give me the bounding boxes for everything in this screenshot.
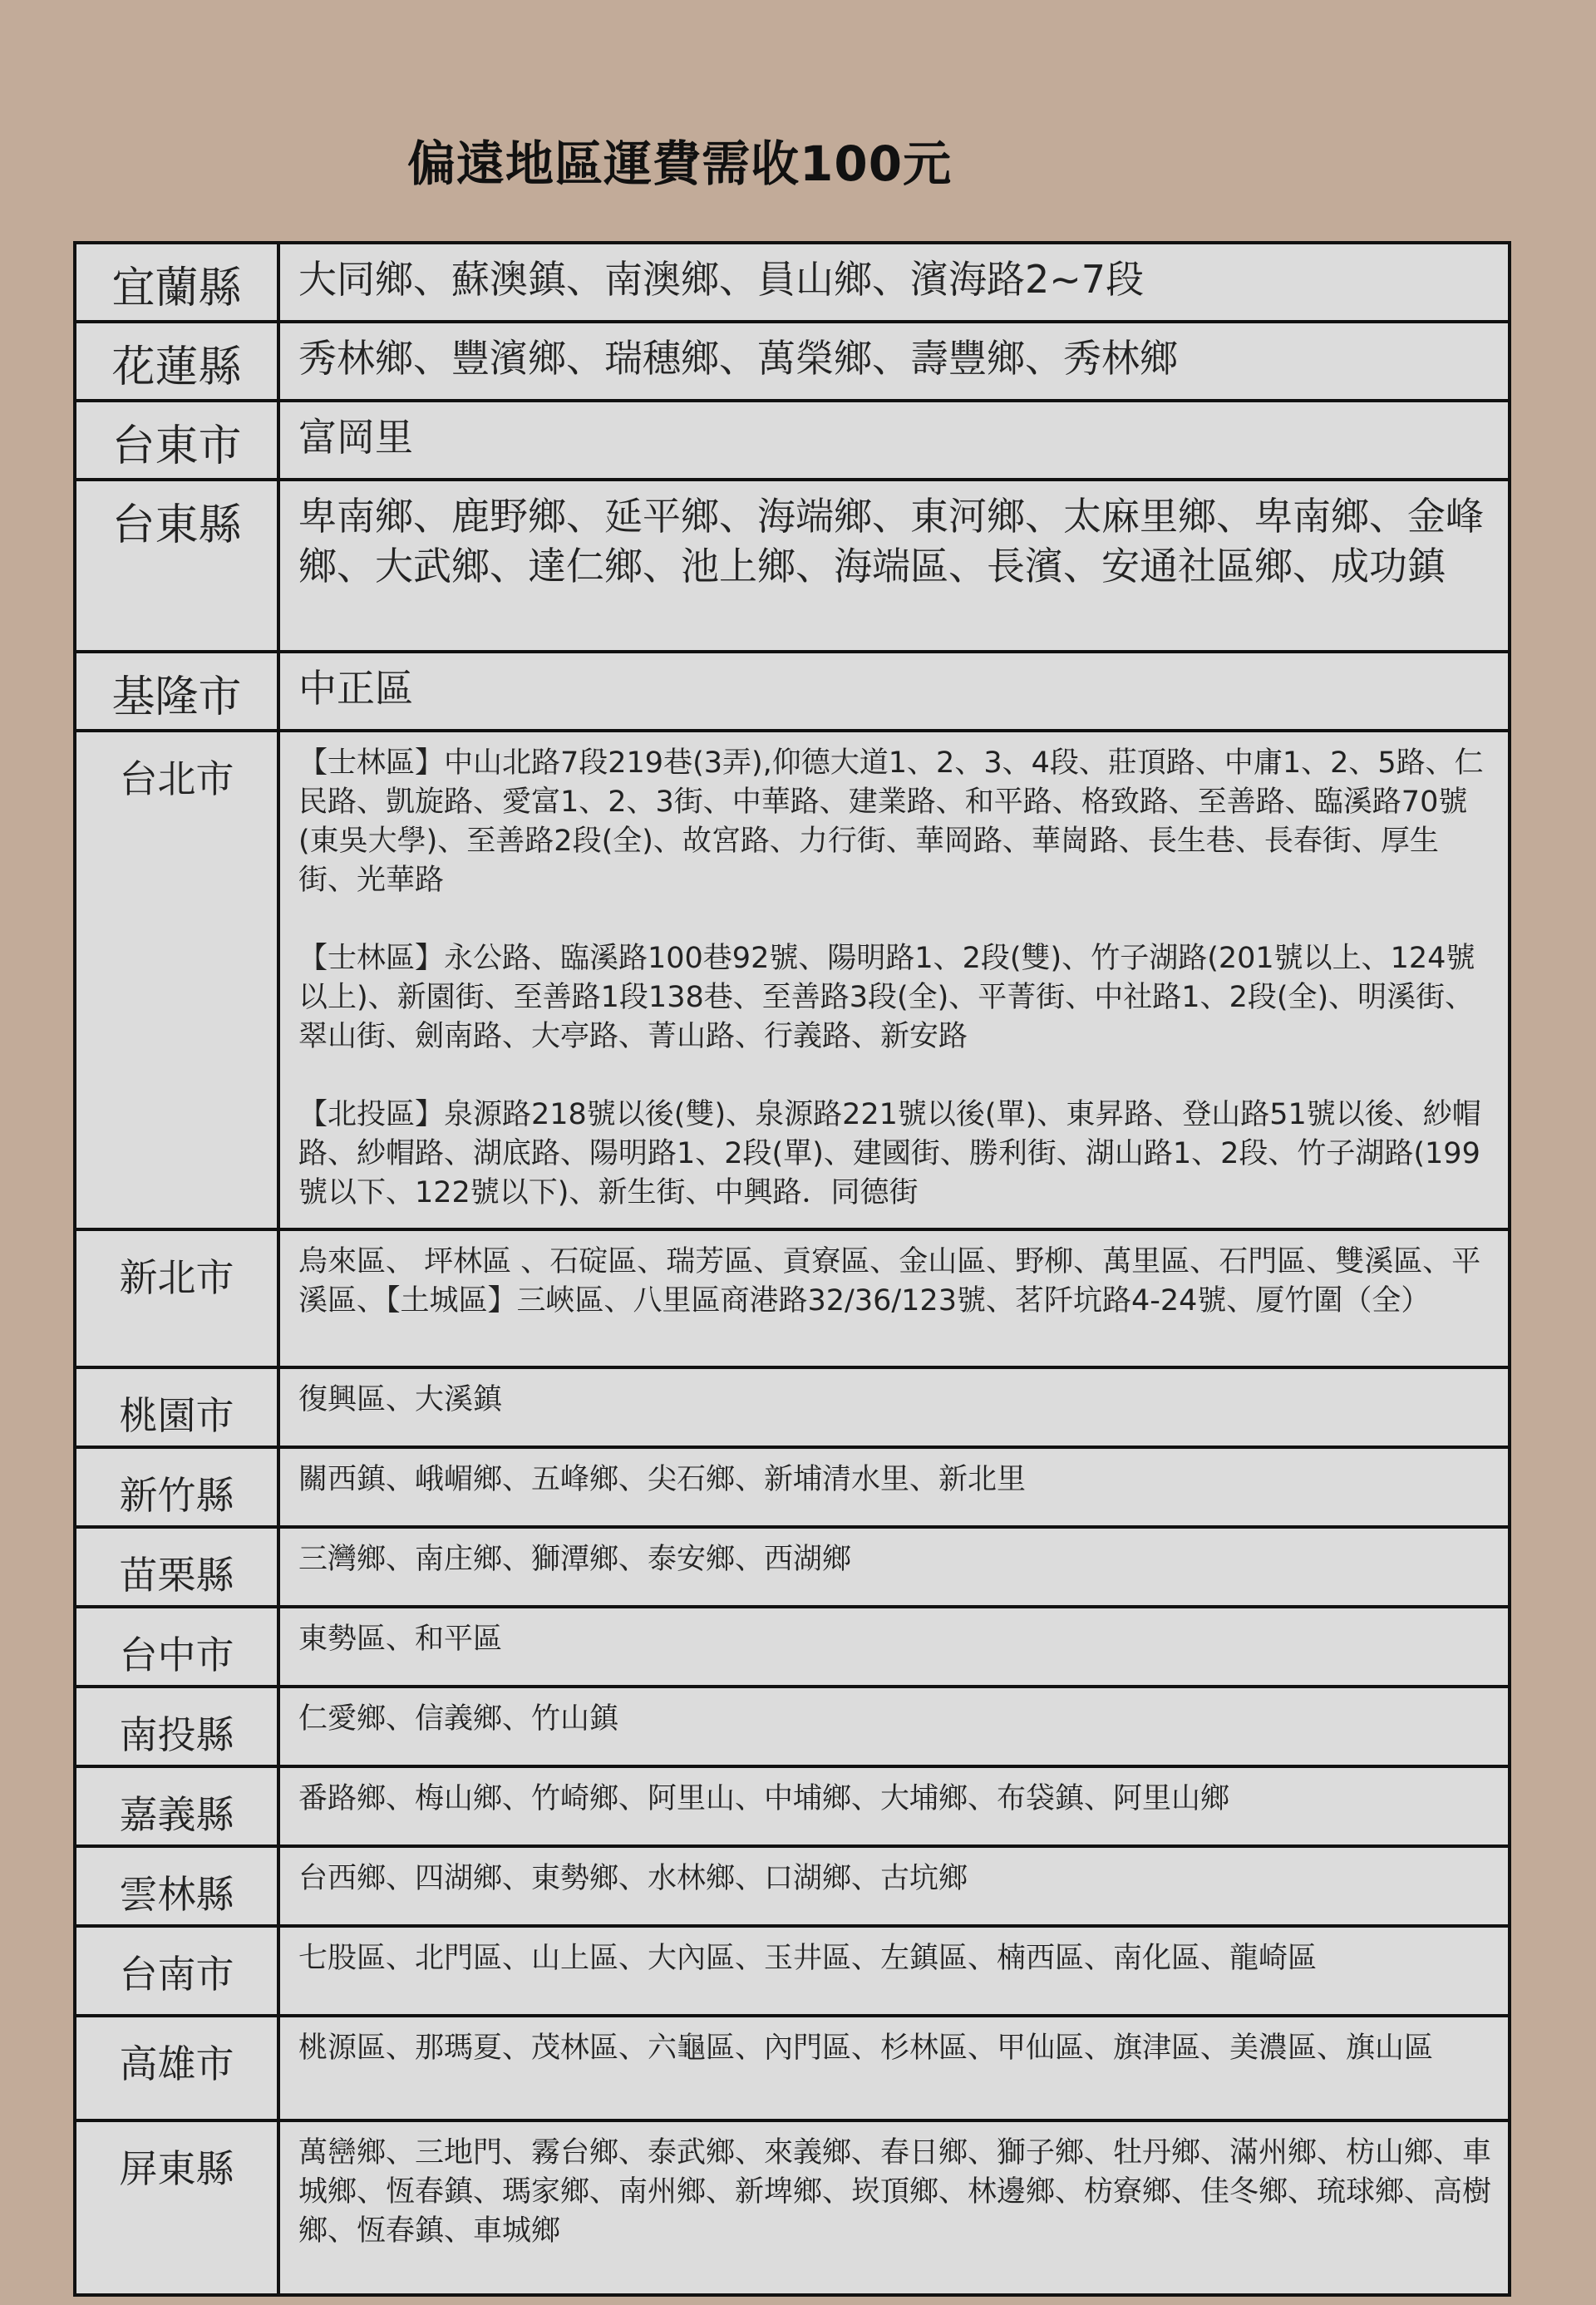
areas-cell [278, 2016, 1510, 2120]
region-cell: 南投縣 [75, 1687, 278, 1766]
areas-text: 仁愛鄉、信義鄉、竹山鎮 [298, 1702, 619, 1736]
region-cell: 嘉義縣 [75, 1766, 278, 1846]
region-cell: 花蓮縣 [75, 322, 278, 401]
table-row [75, 1447, 1510, 1527]
areas-cell [278, 1229, 1510, 1367]
areas-cell [278, 243, 1510, 322]
region-cell: 新竹縣 [75, 1447, 278, 1527]
region-cell: 台北市 [75, 731, 278, 1229]
table-row [75, 1926, 1510, 2016]
areas-cell [278, 1527, 1510, 1607]
areas-cell [278, 1766, 1510, 1846]
region-cell: 台中市 [75, 1607, 278, 1687]
areas-text: 卑南鄉、鹿野鄉、延平鄉、海端鄉、東河鄉、太麻里鄉、卑南鄉、金峰鄉、大武鄉、達仁鄉、池上鄉、海端區、長濱、安通社區鄉、成功鎮 [298, 494, 1484, 589]
areas-cell [278, 1926, 1510, 2016]
table-row [75, 1766, 1510, 1846]
areas-text: 大同鄉、蘇澳鎮、南澳鄉、員山鄉、濱海路2~7段 [298, 257, 1145, 302]
region-cell: 雲林縣 [75, 1846, 278, 1926]
region-cell: 宜蘭縣 [75, 243, 278, 322]
region-cell: 桃園市 [75, 1367, 278, 1447]
table-row [75, 1607, 1510, 1687]
areas-cell [278, 1607, 1510, 1687]
region-cell: 台東縣 [75, 480, 278, 652]
areas-cell [278, 1367, 1510, 1447]
region-cell: 台東市 [75, 401, 278, 480]
areas-text: 中正區 [298, 666, 413, 711]
table-body [75, 243, 1510, 2295]
areas-cell [278, 322, 1510, 401]
areas-text: 關西鎮、峨嵋鄉、五峰鄉、尖石鄉、新埔清水里、新北里 [298, 1463, 1027, 1496]
page-title: 偏遠地區運費需收100元 [407, 135, 953, 192]
table-row [75, 2120, 1510, 2295]
areas-text: 東勢區、和平區 [298, 1623, 503, 1656]
areas-cell [278, 480, 1510, 652]
areas-cell [278, 731, 1510, 1229]
table-row [75, 2016, 1510, 2120]
areas-text: 復興區、大溪鎮 [298, 1383, 503, 1416]
table-row [75, 1527, 1510, 1607]
areas-cell [278, 1846, 1510, 1926]
areas-text: 台西鄉、四湖鄉、東勢鄉、水林鄉、口湖鄉、古坑鄉 [298, 1862, 968, 1895]
remote-area-table [73, 241, 1511, 2297]
table-row [75, 1846, 1510, 1926]
region-cell: 屏東縣 [75, 2120, 278, 2295]
table-row [75, 401, 1510, 480]
areas-text: 秀林鄉、豐濱鄉、瑞穗鄉、萬榮鄉、壽豐鄉、秀林鄉 [298, 336, 1178, 381]
table-row [75, 243, 1510, 322]
region-cell: 基隆市 [75, 652, 278, 731]
areas-text: 萬巒鄉、三地門、霧台鄉、泰武鄉、來義鄉、春日鄉、獅子鄉、牡丹鄉、滿州鄉、枋山鄉、車城鄉、恆春鎮、瑪家鄉、南州鄉、新埤鄉、崁頂鄉、林邊鄉、枋寮鄉、佳冬鄉、琉球鄉、高樹鄉、恆春鎮、車城鄉 [298, 2136, 1492, 2248]
region-cell: 新北市 [75, 1229, 278, 1367]
table-row [75, 1229, 1510, 1367]
areas-cell [278, 401, 1510, 480]
areas-text: 【北投區】泉源路218號以後(雙)、泉源路221號以後(單)、東昇路、登山路51號以後、紗帽路、紗帽路、湖底路、陽明路1、2段(單)、建國街、勝利街、湖山路1、2段、竹子湖路(199號以下、122號以下)、新生街、中興路．同德街 [298, 1098, 1481, 1209]
areas-cell [278, 1447, 1510, 1527]
areas-cell [278, 2120, 1510, 2295]
areas-text: 【士林區】永公路、臨溪路100巷92號、陽明路1、2段(雙)、竹子湖路(201號以上、124號以上)、新園街、至善路1段138巷、至善路3段(全)、平菁街、中社路1、2段(全)、明溪街、翠山街、劍南路、大亭路、菁山路、行義路、新安路 [298, 942, 1475, 1053]
areas-cell [278, 1687, 1510, 1766]
table-row [75, 731, 1510, 1229]
region-cell: 高雄市 [75, 2016, 278, 2120]
areas-text: 富岡里 [298, 415, 413, 460]
table-row [75, 1367, 1510, 1447]
table-row [75, 1687, 1510, 1766]
region-cell: 台南市 [75, 1926, 278, 2016]
table-row [75, 652, 1510, 731]
areas-text: 番路鄉、梅山鄉、竹崎鄉、阿里山、中埔鄉、大埔鄉、布袋鎮、阿里山鄉 [298, 1782, 1230, 1815]
areas-cell [278, 652, 1510, 731]
areas-text: 七股區、北門區、山上區、大內區、玉井區、左鎮區、楠西區、南化區、龍崎區 [298, 1942, 1318, 1975]
table-row [75, 322, 1510, 401]
region-cell: 苗栗縣 [75, 1527, 278, 1607]
areas-text: 【士林區】中山北路7段219巷(3弄),仰德大道1、2、3、4段、莊頂路、中庸1、2、5路、仁民路、凱旋路、愛富1、2、3街、中華路、建業路、和平路、格致路、至善路、臨溪路70號(東吳大學)、至善路2段(全)、故宮路、力行街、華岡路、華崗路、長生巷、長春街、厚生街、光華路 [298, 746, 1484, 897]
areas-text: 烏來區、 坪林區 、石碇區、瑞芳區、貢寮區、金山區、野柳、萬里區、石門區、雙溪區、平溪區、【土城區】三峽區、八里區商港路32/36/123號、茗阡坑路4-24號、厦竹圍（全） [298, 1245, 1481, 1317]
table-row [75, 480, 1510, 652]
areas-text: 桃源區、那瑪夏、茂林區、六龜區、內門區、杉林區、甲仙區、旗津區、美濃區、旗山區 [298, 2032, 1434, 2065]
areas-text: 三灣鄉、南庄鄉、獅潭鄉、泰安鄉、西湖鄉 [298, 1543, 852, 1576]
